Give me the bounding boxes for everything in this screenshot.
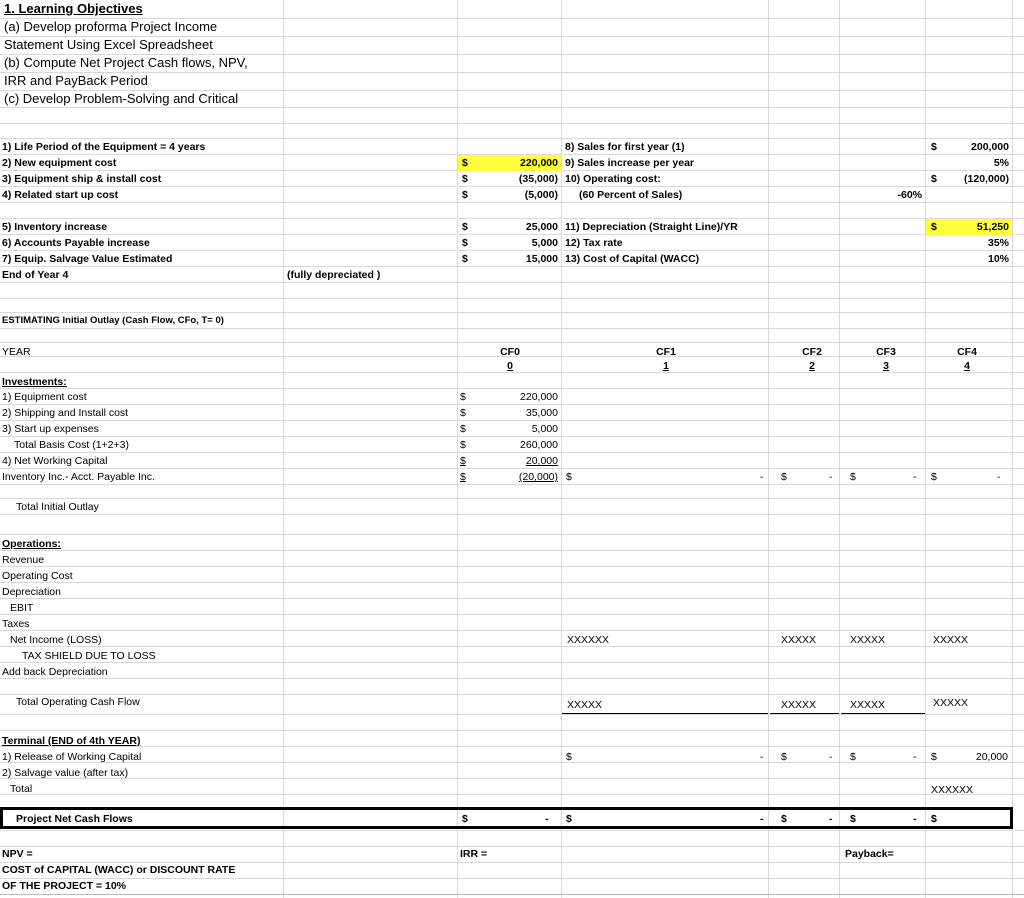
objectives-title: 1. Learning Objectives [4, 1, 143, 16]
currency-symbol: $ [460, 471, 466, 483]
net-income-value[interactable]: XXXXX [850, 634, 886, 646]
gridline [0, 598, 1024, 599]
operations-title: Operations: [2, 538, 61, 550]
currency-symbol: $ [460, 407, 466, 419]
gridline [0, 678, 1024, 679]
investment-label: Inventory Inc.- Acct. Payable Inc. [2, 471, 155, 483]
gridline [0, 342, 1024, 343]
operations-row-label: EBIT [10, 602, 34, 614]
operating-cf-value[interactable]: XXXXX [933, 697, 969, 709]
objective-line: Statement Using Excel Spreadsheet [4, 37, 213, 52]
investment-value[interactable]: 220,000 [520, 391, 558, 403]
coc-label: COST of CAPITAL (WACC) or DISCOUNT RATE [2, 864, 236, 876]
assumption-label: 6) Accounts Payable increase [2, 237, 150, 249]
assumption-label: (60 Percent of Sales) [579, 189, 683, 201]
currency-symbol: $ [462, 173, 468, 185]
currency-symbol: $ [931, 173, 937, 185]
gridline [283, 0, 284, 898]
gridline [0, 72, 1024, 73]
total-operating-cf-label: Total Operating Cash Flow [16, 696, 140, 708]
gridline [0, 282, 1024, 283]
cf-header: CF0 [500, 346, 520, 358]
gridline [561, 0, 562, 898]
gridline [0, 878, 1024, 879]
assumption-value[interactable]: 5,000 [531, 237, 558, 249]
gridline [0, 794, 1024, 795]
gridline [0, 746, 1024, 747]
currency-symbol: $ [781, 751, 787, 763]
investment-label: 1) Equipment cost [2, 391, 87, 403]
assumption-label: 7) Equip. Salvage Value Estimated [2, 253, 173, 265]
gridline [0, 730, 1024, 731]
operating-cf-value[interactable]: XXXXX [850, 699, 886, 711]
currency-symbol: $ [931, 471, 937, 483]
investment-label: 4) Net Working Capital [2, 455, 108, 467]
currency-symbol: $ [566, 813, 572, 825]
gridline [457, 0, 458, 898]
coc-label: OF THE PROJECT = 10% [2, 880, 126, 892]
assumption-value[interactable]: (35,000) [518, 173, 558, 185]
objective-line: (a) Develop proforma Project Income [4, 19, 218, 34]
gridline [0, 534, 1024, 535]
total-initial-outlay-label: Total Initial Outlay [16, 501, 99, 513]
gridline [768, 0, 769, 898]
dash-value: - [913, 813, 917, 825]
underline [562, 713, 768, 714]
year-label: YEAR [2, 346, 31, 358]
assumption-value[interactable]: (120,000) [964, 173, 1009, 185]
currency-symbol: $ [462, 237, 468, 249]
net-cash-flows-row [0, 807, 1013, 829]
operations-row-label: Taxes [2, 618, 30, 630]
assumption-value[interactable]: 10% [987, 253, 1009, 265]
irr-label: IRR = [460, 848, 488, 860]
gridline [0, 498, 1024, 499]
assumption-label: 1) Life Period of the Equipment = 4 years [2, 141, 206, 153]
gridline [0, 614, 1024, 615]
cf-year: 0 [507, 360, 513, 372]
npv-label: NPV = [2, 848, 33, 860]
dash-value: - [913, 751, 917, 763]
currency-symbol: $ [850, 813, 856, 825]
dash-value: - [913, 471, 917, 483]
fully-depreciated-note: (fully depreciated ) [287, 269, 381, 281]
assumption-label: 4) Related start up cost [2, 189, 119, 201]
investment-value[interactable]: 260,000 [520, 439, 558, 451]
assumption-label: 11) Depreciation (Straight Line)/YR [565, 221, 738, 233]
net-income-value[interactable]: XXXXX [933, 634, 969, 646]
payback-label: Payback= [845, 848, 894, 860]
dash-value: - [997, 471, 1001, 483]
currency-symbol: $ [462, 813, 468, 825]
currency-symbol: $ [462, 157, 468, 169]
assumption-label: 2) New equipment cost [2, 157, 117, 169]
cf-year: 2 [809, 360, 815, 372]
release-wc-cf4-value[interactable]: 20,000 [975, 751, 1008, 763]
underline [841, 713, 925, 714]
currency-symbol: $ [781, 471, 787, 483]
assumption-value[interactable]: 15,000 [525, 253, 558, 265]
gridline [0, 298, 1024, 299]
investment-value[interactable]: 5,000 [531, 423, 558, 435]
gridline [839, 0, 840, 898]
operating-cf-value[interactable]: XXXXX [781, 699, 817, 711]
investment-label: Total Basis Cost (1+2+3) [14, 439, 129, 451]
cf-year: 3 [883, 360, 889, 372]
net-cash-flows-label: Project Net Cash Flows [16, 813, 133, 825]
cf-header: CF1 [656, 346, 676, 358]
gridline [0, 514, 1024, 515]
gridline [0, 630, 1024, 631]
assumption-value[interactable]: (5,000) [524, 189, 558, 201]
operations-row-label: Net Income (LOSS) [10, 634, 102, 646]
dash-value: - [760, 471, 764, 483]
objective-line: IRR and PayBack Period [4, 73, 148, 88]
operations-row-label: Operating Cost [2, 570, 73, 582]
investment-label: 2) Shipping and Install cost [2, 407, 129, 419]
terminal-total-value[interactable]: XXXXXX [931, 784, 974, 796]
assumption-value[interactable]: 200,000 [971, 141, 1009, 153]
assumption-label: 13) Cost of Capital (WACC) [565, 253, 700, 265]
assumption-label: 5) Inventory increase [2, 221, 108, 233]
net-income-value[interactable]: XXXXX [781, 634, 817, 646]
currency-symbol: $ [460, 439, 466, 451]
assumption-value[interactable]: 51,250 [976, 221, 1009, 233]
dash-value: - [829, 813, 833, 825]
gridline [0, 714, 1024, 715]
gridline [0, 582, 1024, 583]
gridline [0, 778, 1024, 779]
assumption-value[interactable]: 35% [987, 237, 1009, 249]
assumption-label: 10) Operating cost: [565, 173, 661, 185]
currency-symbol: $ [460, 423, 466, 435]
dash-value: - [760, 813, 764, 825]
currency-symbol: $ [566, 471, 572, 483]
gridline [0, 694, 1024, 695]
currency-symbol: $ [781, 813, 787, 825]
gridline [0, 123, 1024, 124]
net-income-value[interactable]: XXXXXX [567, 634, 610, 646]
terminal-row-label: Total [10, 783, 33, 795]
currency-symbol: $ [460, 455, 466, 467]
dash-value: - [760, 751, 764, 763]
investments-title: Investments: [2, 376, 67, 388]
assumption-label: 9) Sales increase per year [565, 157, 695, 169]
assumption-value[interactable]: 5% [993, 157, 1009, 169]
assumption-label: End of Year 4 [2, 269, 69, 281]
operations-row-label: Revenue [2, 554, 45, 566]
assumption-label: 12) Tax rate [565, 237, 623, 249]
currency-symbol: $ [462, 189, 468, 201]
cf-header: CF2 [802, 346, 822, 358]
currency-symbol: $ [850, 471, 856, 483]
gridline [1012, 0, 1013, 898]
investment-value[interactable]: 35,000 [525, 407, 558, 419]
assumption-value[interactable]: -60% [897, 189, 922, 201]
cf-year: 1 [663, 360, 669, 372]
gridline [0, 550, 1024, 551]
currency-symbol: $ [462, 221, 468, 233]
terminal-row-label: 2) Salvage value (after tax) [2, 767, 129, 779]
currency-symbol: $ [931, 813, 937, 825]
gridline [0, 566, 1024, 567]
operating-cf-value[interactable]: XXXXX [567, 699, 603, 711]
terminal-row-label: 1) Release of Working Capital [2, 751, 142, 763]
objective-line: (b) Compute Net Project Cash flows, NPV, [4, 55, 248, 70]
assumption-value[interactable]: 220,000 [520, 157, 558, 169]
dash-value: - [545, 813, 549, 825]
operations-row-label: Depreciation [2, 586, 61, 598]
gridline [925, 0, 926, 898]
operations-row-label: TAX SHIELD DUE TO LOSS [22, 650, 156, 662]
currency-symbol: $ [460, 391, 466, 403]
currency-symbol: $ [931, 141, 937, 153]
dash-value: - [829, 471, 833, 483]
currency-symbol: $ [566, 751, 572, 763]
currency-symbol: $ [931, 221, 937, 233]
bottom-border [0, 894, 1024, 895]
cf-header: CF3 [876, 346, 896, 358]
currency-symbol: $ [850, 751, 856, 763]
investment-value[interactable]: 20,000 [525, 455, 558, 467]
gridline [0, 762, 1024, 763]
estimating-title: ESTIMATING Initial Outlay (Cash Flow, CFo, T= 0) [2, 315, 224, 326]
terminal-title: Terminal (END of 4th YEAR) [2, 735, 141, 747]
assumption-label: 3) Equipment ship & install cost [2, 173, 162, 185]
dash-value: - [829, 751, 833, 763]
assumption-value[interactable]: 25,000 [525, 221, 558, 233]
underline [770, 713, 839, 714]
assumption-label: 8) Sales for first year (1) [565, 141, 685, 153]
cf-header: CF4 [957, 346, 977, 358]
cf-year: 4 [964, 360, 970, 372]
gridline [0, 830, 1024, 831]
investment-label: 3) Start up expenses [2, 423, 99, 435]
currency-symbol: $ [931, 751, 937, 763]
investment-value[interactable]: (20,000) [518, 471, 558, 483]
currency-symbol: $ [462, 253, 468, 265]
objective-line: (c) Develop Problem-Solving and Critical [4, 91, 239, 106]
operations-row-label: Add back Depreciation [2, 666, 108, 678]
